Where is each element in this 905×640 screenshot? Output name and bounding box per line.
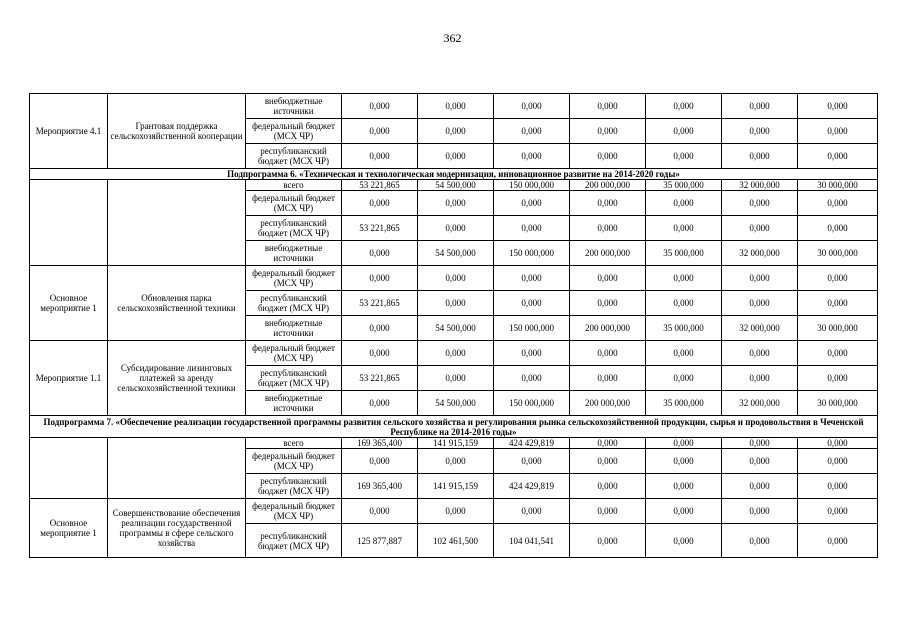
table-row: [30, 499, 878, 524]
value-cell: 0,000: [798, 341, 878, 366]
value-cell: 0,000: [646, 144, 722, 169]
value-cell: 0,000: [798, 216, 878, 241]
event-cell: Мероприятие 4.1: [30, 94, 108, 169]
value-cell: 0,000: [494, 366, 570, 391]
value-cell: 150 000,000: [494, 180, 570, 191]
value-cell: 0,000: [570, 119, 646, 144]
value-cell: 424 429,819: [494, 474, 570, 499]
value-cell: 0,000: [418, 144, 494, 169]
value-cell: 0,000: [570, 341, 646, 366]
value-cell: 0,000: [418, 94, 494, 119]
value-cell: 125 877,887: [342, 524, 418, 558]
value-cell: 0,000: [570, 449, 646, 474]
value-cell: 0,000: [418, 499, 494, 524]
value-cell: 0,000: [722, 341, 798, 366]
value-cell: 0,000: [494, 449, 570, 474]
event-name: Обновления парка сельскохозяйственной техники: [108, 266, 246, 341]
value-cell: 0,000: [798, 191, 878, 216]
value-cell: 35 000,000: [646, 391, 722, 416]
table-row: [30, 94, 878, 119]
source-label: республиканский бюджет (МСХ ЧР): [246, 216, 342, 241]
value-cell: 169 365,400: [342, 438, 418, 449]
value-cell: 0,000: [646, 191, 722, 216]
value-cell: 200 000,000: [570, 180, 646, 191]
value-cell: 32 000,000: [722, 241, 798, 266]
event-name: Грантовая поддержка сельскохозяйственной кооперации: [108, 94, 246, 169]
value-cell: 150 000,000: [494, 241, 570, 266]
value-cell: 0,000: [646, 474, 722, 499]
value-cell: 0,000: [722, 499, 798, 524]
value-cell: 0,000: [570, 474, 646, 499]
table-row: [30, 266, 878, 291]
value-cell: 0,000: [342, 144, 418, 169]
table-row: [30, 341, 878, 366]
value-cell: 0,000: [570, 216, 646, 241]
value-cell: 0,000: [722, 94, 798, 119]
value-cell: 0,000: [722, 438, 798, 449]
value-cell: 0,000: [342, 499, 418, 524]
value-cell: 35 000,000: [646, 180, 722, 191]
value-cell: 53 221,865: [342, 216, 418, 241]
source-label: республиканский бюджет (МСХ ЧР): [246, 524, 342, 558]
value-cell: 0,000: [494, 94, 570, 119]
source-label: внебюджетные источники: [246, 391, 342, 416]
value-cell: 200 000,000: [570, 241, 646, 266]
value-cell: 0,000: [418, 216, 494, 241]
value-cell: 0,000: [798, 144, 878, 169]
source-label: республиканский бюджет (МСХ ЧР): [246, 474, 342, 499]
source-label: федеральный бюджет (МСХ ЧР): [246, 449, 342, 474]
table-row: [30, 438, 878, 449]
page-number: 362: [443, 31, 462, 45]
value-cell: 54 500,000: [418, 391, 494, 416]
value-cell: 0,000: [342, 449, 418, 474]
source-label: федеральный бюджет (МСХ ЧР): [246, 499, 342, 524]
value-cell: 53 221,865: [342, 180, 418, 191]
value-cell: 0,000: [646, 266, 722, 291]
value-cell: 30 000,000: [798, 180, 878, 191]
value-cell: 0,000: [418, 191, 494, 216]
value-cell: 0,000: [342, 191, 418, 216]
source-label: республиканский бюджет (МСХ ЧР): [246, 366, 342, 391]
blank-cell: [108, 438, 246, 499]
value-cell: 0,000: [418, 449, 494, 474]
blank-cell: [30, 180, 108, 266]
value-cell: 30 000,000: [798, 241, 878, 266]
value-cell: 32 000,000: [722, 180, 798, 191]
value-cell: 0,000: [494, 341, 570, 366]
value-cell: 0,000: [570, 94, 646, 119]
event-cell: Основное мероприятие 1: [30, 266, 108, 341]
value-cell: 0,000: [798, 119, 878, 144]
value-cell: 0,000: [798, 524, 878, 558]
value-cell: 35 000,000: [646, 316, 722, 341]
value-cell: 0,000: [722, 524, 798, 558]
value-cell: 0,000: [494, 291, 570, 316]
table-row: [30, 180, 878, 191]
value-cell: 0,000: [646, 366, 722, 391]
source-label: республиканский бюджет (МСХ ЧР): [246, 144, 342, 169]
value-cell: 0,000: [722, 144, 798, 169]
value-cell: 0,000: [722, 191, 798, 216]
value-cell: 32 000,000: [722, 316, 798, 341]
value-cell: 0,000: [646, 341, 722, 366]
value-cell: 0,000: [798, 438, 878, 449]
source-label: федеральный бюджет (МСХ ЧР): [246, 119, 342, 144]
value-cell: 0,000: [342, 94, 418, 119]
value-cell: 102 461,500: [418, 524, 494, 558]
value-cell: 30 000,000: [798, 316, 878, 341]
value-cell: 0,000: [570, 438, 646, 449]
value-cell: 0,000: [342, 341, 418, 366]
value-cell: 150 000,000: [494, 316, 570, 341]
value-cell: 0,000: [646, 216, 722, 241]
value-cell: 0,000: [798, 366, 878, 391]
value-cell: 0,000: [798, 474, 878, 499]
value-cell: 0,000: [646, 119, 722, 144]
source-label: всего: [246, 438, 342, 449]
subprogram-title: Подпрограмма 6. «Техническая и технологическая модернизация, инновационное развитие на 2014-2020 годы»: [30, 169, 878, 180]
value-cell: 0,000: [342, 316, 418, 341]
value-cell: 0,000: [646, 499, 722, 524]
value-cell: 0,000: [646, 94, 722, 119]
value-cell: 200 000,000: [570, 391, 646, 416]
source-label: всего: [246, 180, 342, 191]
table-row: [30, 169, 878, 180]
value-cell: 0,000: [418, 266, 494, 291]
source-label: федеральный бюджет (МСХ ЧР): [246, 191, 342, 216]
value-cell: 150 000,000: [494, 391, 570, 416]
event-name: Совершенствование обеспечения реализации государственной программы в сфере сельского хозяйства: [108, 499, 246, 558]
subprogram-title: Подпрограмма 7. «Обеспечение реализации государственной программы развития сельского хозяйства и регулирования рынка сельскохозяйственной продукции, сырья и продовольствия в Чеченской Республике на 2014-2016 годы»: [30, 416, 878, 438]
value-cell: 54 500,000: [418, 180, 494, 191]
value-cell: 0,000: [722, 119, 798, 144]
budget-table: [29, 93, 878, 558]
value-cell: 0,000: [342, 391, 418, 416]
value-cell: 0,000: [570, 366, 646, 391]
value-cell: 141 915,159: [418, 474, 494, 499]
value-cell: 0,000: [798, 499, 878, 524]
value-cell: 0,000: [798, 291, 878, 316]
value-cell: 0,000: [570, 499, 646, 524]
value-cell: 0,000: [494, 191, 570, 216]
value-cell: 35 000,000: [646, 241, 722, 266]
event-name: Субсидирование лизинговых платежей за аренду сельскохозяйственной техники: [108, 341, 246, 416]
value-cell: 0,000: [722, 449, 798, 474]
source-label: федеральный бюджет (МСХ ЧР): [246, 341, 342, 366]
source-label: внебюджетные источники: [246, 241, 342, 266]
value-cell: 0,000: [722, 266, 798, 291]
value-cell: 200 000,000: [570, 316, 646, 341]
value-cell: 0,000: [722, 366, 798, 391]
value-cell: 0,000: [798, 266, 878, 291]
value-cell: 0,000: [722, 474, 798, 499]
value-cell: 424 429,819: [494, 438, 570, 449]
value-cell: 0,000: [570, 144, 646, 169]
value-cell: 104 041,541: [494, 524, 570, 558]
value-cell: 0,000: [570, 291, 646, 316]
value-cell: 53 221,865: [342, 366, 418, 391]
value-cell: 0,000: [570, 524, 646, 558]
blank-cell: [30, 438, 108, 499]
value-cell: 30 000,000: [798, 391, 878, 416]
value-cell: 0,000: [646, 291, 722, 316]
value-cell: 0,000: [342, 241, 418, 266]
value-cell: 0,000: [494, 266, 570, 291]
value-cell: 32 000,000: [722, 391, 798, 416]
value-cell: 54 500,000: [418, 241, 494, 266]
value-cell: 0,000: [646, 449, 722, 474]
value-cell: 169 365,400: [342, 474, 418, 499]
event-cell: Основное мероприятие 1: [30, 499, 108, 558]
table-body: [30, 94, 878, 558]
value-cell: 0,000: [494, 499, 570, 524]
value-cell: 53 221,865: [342, 291, 418, 316]
value-cell: 0,000: [570, 266, 646, 291]
value-cell: 0,000: [646, 438, 722, 449]
source-label: республиканский бюджет (МСХ ЧР): [246, 291, 342, 316]
value-cell: 0,000: [494, 216, 570, 241]
blank-cell: [108, 180, 246, 266]
value-cell: 0,000: [342, 119, 418, 144]
value-cell: 0,000: [418, 341, 494, 366]
value-cell: 0,000: [418, 366, 494, 391]
value-cell: 0,000: [418, 119, 494, 144]
value-cell: 0,000: [342, 266, 418, 291]
source-label: федеральный бюджет (МСХ ЧР): [246, 266, 342, 291]
value-cell: 141 915,159: [418, 438, 494, 449]
source-label: внебюджетные источники: [246, 94, 342, 119]
source-label: внебюджетные источники: [246, 316, 342, 341]
value-cell: 0,000: [418, 291, 494, 316]
value-cell: 0,000: [722, 216, 798, 241]
value-cell: 0,000: [494, 144, 570, 169]
value-cell: 0,000: [798, 94, 878, 119]
value-cell: 0,000: [798, 449, 878, 474]
event-cell: Мероприятие 1.1: [30, 341, 108, 416]
value-cell: 54 500,000: [418, 316, 494, 341]
value-cell: 0,000: [646, 524, 722, 558]
value-cell: 0,000: [570, 191, 646, 216]
value-cell: 0,000: [494, 119, 570, 144]
table-row: [30, 416, 878, 438]
value-cell: 0,000: [722, 291, 798, 316]
